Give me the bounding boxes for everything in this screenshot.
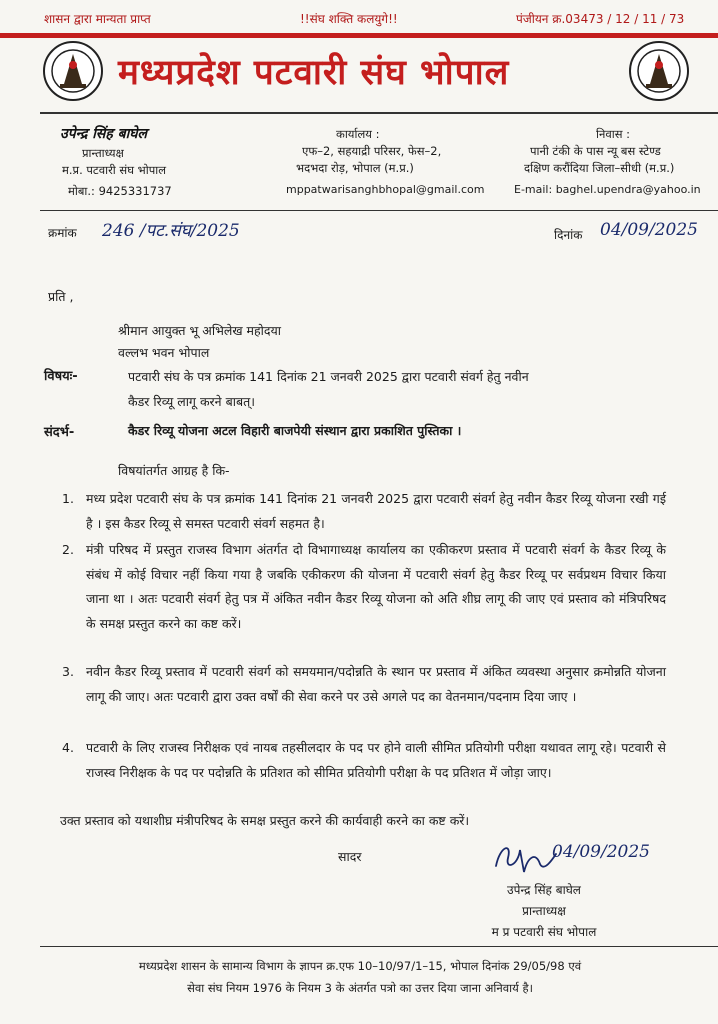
- office-email: mppatwarisanghbhopal@gmail.com: [286, 183, 485, 196]
- signature-date: 04/09/2025: [552, 842, 650, 862]
- sender-designation: प्रान्ताध्यक्ष: [82, 146, 124, 160]
- signatory-org: म प्र पटवारी संघ भोपाल: [491, 925, 597, 939]
- subject-label: विषयः-: [44, 369, 78, 384]
- left-emblem-logo: [42, 40, 104, 102]
- point-text: नवीन कैडर रिव्यू प्रस्ताव में पटवारी संवर्ग को समयमान/पदोन्नति के स्थान पर प्रस्ताव में अंकित व्यवस्था अनुसार क्रमोन्नति योजना लागू की जाए। अतः पटवारी द्वारा उक्त वर्षों की सेवा करने पर उसे अगले पद का वेतनमान/पदनाम दिया जाए ।: [86, 664, 666, 704]
- prati: प्रति ,: [48, 289, 74, 304]
- residence-line1: पानी टंकी के पास न्यू बस स्टेण्ड: [530, 144, 661, 158]
- addressee-line1: श्रीमान आयुक्त भू अभिलेख महोदया: [118, 323, 282, 338]
- point-text: मध्य प्रदेश पटवारी संघ के पत्र क्रमांक 141 दिनांक 21 जनवरी 2025 द्वारा पटवारी संवर्ग हेतु नवीन कैडर रिव्यू योजना रखी गई है । इस कैडर रिव्यू से समस्त पटवारी संवर्ग सहमत है।: [86, 491, 666, 531]
- reference-label: संदर्भ-: [44, 425, 75, 440]
- footer-line2: सेवा संघ नियम 1976 के नियम 3 के अंतर्गत पत्रो का उत्तर दिया जाना अनिवार्य है।: [187, 981, 533, 995]
- date-value: 04/09/2025: [600, 220, 698, 240]
- residence-email: E-mail: baghel.upendra@yahoo.in: [514, 183, 701, 196]
- residence-address-block: [514, 126, 714, 198]
- point-number: 2.: [62, 542, 74, 557]
- footer-divider: [40, 946, 718, 947]
- point-number: 3.: [62, 664, 74, 679]
- address-divider: [40, 210, 718, 211]
- addressee-line2: वल्लभ भवन भोपाल: [118, 345, 210, 360]
- date-label: दिनांक: [554, 228, 583, 242]
- intro-line: विषयांतर्गत आग्रह है कि-: [118, 463, 230, 478]
- addressee-block: [118, 320, 281, 364]
- point-4: [62, 736, 666, 785]
- office-label: कार्यालय :: [336, 127, 380, 141]
- signatory-block: [454, 880, 634, 943]
- organization-title: मध्यप्रदेश पटवारी संघ भोपाल: [118, 52, 510, 93]
- kramank-label: क्रमांक: [48, 226, 77, 240]
- point-1: [62, 487, 666, 536]
- closing-line: उक्त प्रस्ताव को यथाशीघ्र मंत्रीपरिषद के समक्ष प्रस्तुत करने की कार्यवाही करने का कष्ट करें।: [60, 813, 470, 828]
- residence-line2: दक्षिण करौंदिया जिला–सीधी (म.प्र.): [524, 161, 675, 175]
- point-text: पटवारी के लिए राजस्व निरीक्षक एवं नायब तहसीलदार के पद पर होने वाली सीमित प्रतियोगी परीक्षा यथावत लागू रहे। पटवारी से राजस्व निरीक्षक के पद पर पदोन्नति के प्रतिशत को सीमित प्रतियोगी परीक्षा के पद प्रतिशत में जोड़ा जाए।: [86, 740, 666, 780]
- sender-mobile: मोबा.: 9425331737: [68, 184, 172, 198]
- letterhead-topbar: [0, 0, 718, 34]
- recognition-tag: शासन द्वारा मान्यता प्राप्त: [44, 12, 151, 26]
- kramank-value: 246 /पट.संघ/2025: [102, 221, 240, 241]
- signatory-designation: प्रान्ताध्यक्ष: [522, 904, 566, 918]
- subject-line1: पटवारी संघ के पत्र क्रमांक 141 दिनांक 21 जनवरी 2025 द्वारा पटवारी संवर्ग हेतु नवीन: [128, 369, 529, 384]
- subject-text: [128, 364, 688, 414]
- signatory-name: उपेन्द्र सिंह बाघेल: [507, 883, 581, 897]
- point-3: [62, 660, 666, 709]
- sadar: सादर: [338, 849, 362, 864]
- point-number: 1.: [62, 491, 74, 506]
- motto: !!संघ शक्ति कलयुगे!!: [300, 12, 398, 26]
- right-emblem-logo: [628, 40, 690, 102]
- registration-number: पंजीयन क्र.03473 / 12 / 11 / 73: [516, 12, 685, 26]
- point-2: [62, 538, 666, 636]
- sender-name: उपेन्द्र सिंह बाघेल: [60, 126, 148, 142]
- office-line1: एफ–2, सहयाद्री परिसर, फेस–2,: [302, 144, 442, 158]
- sender-org: म.प्र. पटवारी संघ भोपाल: [62, 163, 167, 177]
- point-number: 4.: [62, 740, 74, 755]
- handwritten-signature: [490, 836, 560, 878]
- sender-block: [60, 126, 240, 200]
- reference-text: कैडर रिव्यू योजना अटल विहारी बाजपेयी संस्थान द्वारा प्रकाशित पुस्तिका ।: [128, 423, 462, 438]
- footer-note: [60, 955, 660, 999]
- office-address-block: [286, 126, 486, 198]
- subject-line2: कैडर रिव्यू लागू करने बाबत्।: [128, 394, 255, 409]
- footer-line1: मध्यप्रदेश शासन के सामान्य विभाग के ज्ञापन क्र.एफ 10–10/97/1–15, भोपाल दिनांक 29/05/98 एवं: [138, 959, 582, 973]
- header-red-rule: [0, 33, 718, 38]
- residence-label: निवास :: [596, 127, 631, 141]
- header-divider: [40, 112, 718, 114]
- point-text: मंत्री परिषद में प्रस्तुत राजस्व विभाग अंतर्गत दो विभागाध्यक्ष कार्यालय का एकीकरण प्रस्ताव में पटवारी संवर्ग के कैडर रिव्यू के संबंध में कोई विचार नहीं किया गया है जबकि एकीकरण की योजना में पटवारी संवर्ग हेतु कैडर रिव्यू पर सर्वप्रथम विचार किया जाना था । अतः पटवारी संवर्ग हेतु पत्र में अंकित नवीन कैडर रिव्यू योजना को अति शीघ्र लागू की जाए एवं प्रस्ताव को मंत्रिपरिषद के समक्ष प्रस्तुत करने का कष्ट करें।: [86, 542, 666, 631]
- office-line2: भदभदा रोड़, भोपाल (म.प्र.): [296, 161, 414, 175]
